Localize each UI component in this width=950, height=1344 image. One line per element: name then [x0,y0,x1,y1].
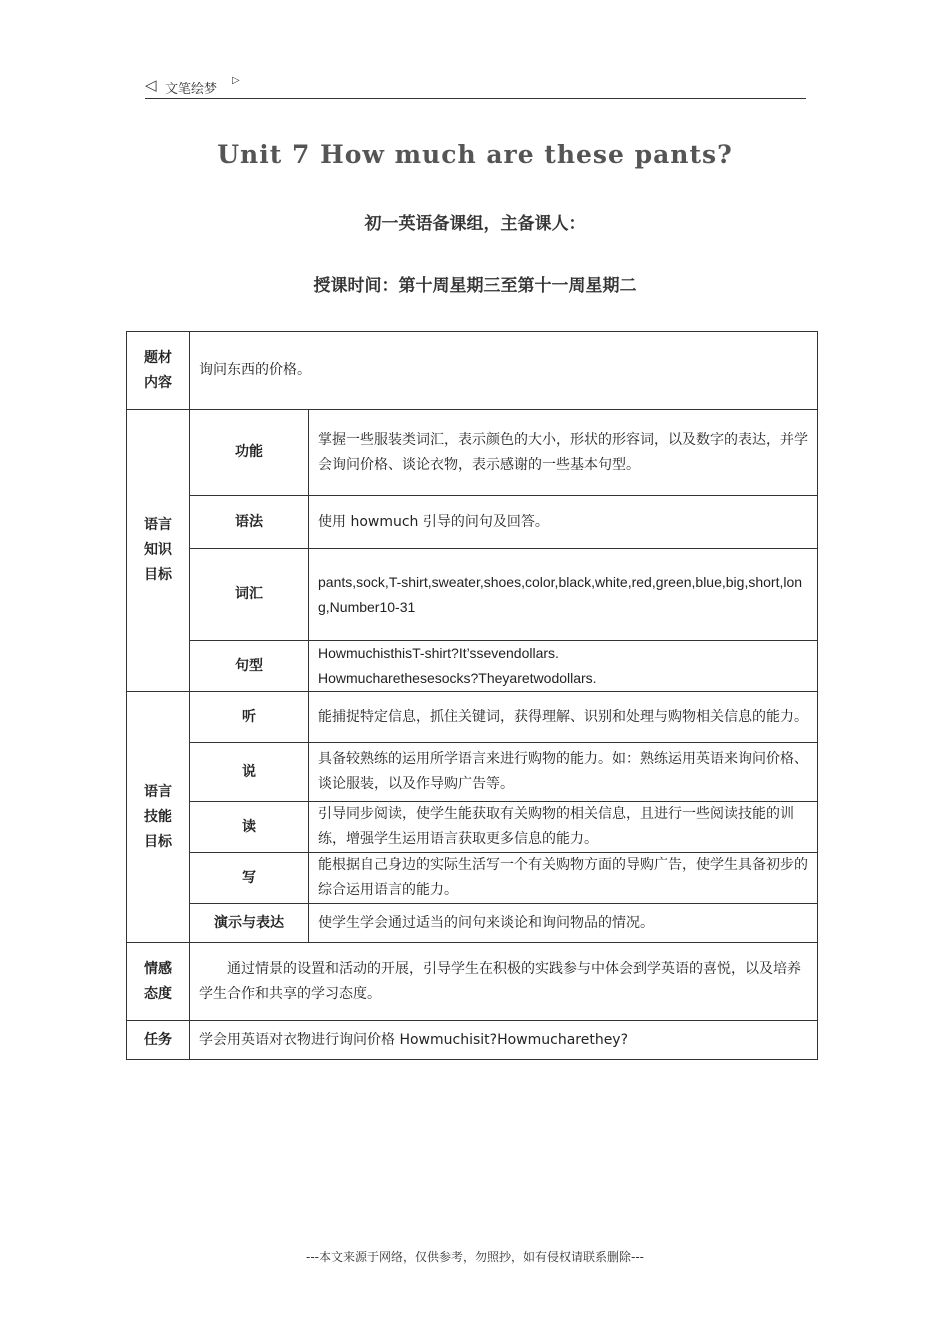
vocabulary-label: 词汇 [190,549,309,641]
header-brand: 文笔绘梦 [165,82,218,97]
vocabulary-value: pants,sock,T-shirt,sweater,shoes,color,black,white,red,green,blue,big,short,long,Number10-31 [309,549,818,641]
emotion-label: 情感态度 [127,943,190,1021]
sentence-pattern-label: 句型 [190,641,309,692]
presentation-value: 使学生学会通过适当的问句来谈论和询问物品的情况。 [309,904,818,943]
language-skills-label: 语言技能目标 [127,692,190,943]
table-row [127,943,818,1021]
reading-value: 引导同步阅读，使学生能获取有关购物的相关信息，且进行一些阅读技能的训练，增强学生运用语言获取更多信息的能力。 [309,802,818,853]
table-row [127,692,818,743]
table-row [127,549,818,641]
table-row [127,743,818,802]
triangle-right-icon: ▷ [232,75,240,86]
lesson-plan-table [126,331,818,1060]
writing-label: 写 [190,853,309,904]
task-label: 任务 [127,1021,190,1060]
language-knowledge-label: 语言知识目标 [127,410,190,692]
speaking-label: 说 [190,743,309,802]
table-row [127,853,818,904]
table-row [127,410,818,496]
topic-label: 题材内容 [127,332,190,410]
table-row [127,641,818,692]
grammar-label: 语法 [190,496,309,549]
table-row [127,1021,818,1060]
listening-label: 听 [190,692,309,743]
task-value: 学会用英语对衣物进行询问价格 Howmuchisit?Howmucharethey? [190,1021,818,1060]
triangle-left-icon: ◁ [145,76,157,94]
teaching-time-line: 授课时间：第十周星期三至第十一周星期二 [313,276,637,296]
listening-value: 能捕捉特定信息，抓住关键词，获得理解、识别和处理与购物相关信息的能力。 [309,692,818,743]
emotion-value: 通过情景的设置和活动的开展，引导学生在积极的实践参与中体会到学英语的喜悦，以及培养学生合作和共享的学习态度。 [190,943,818,1021]
document-title: Unit 7 How much are these pants? [217,140,733,169]
table-row [127,802,818,853]
source-disclaimer: ---本文来源于网络，仅供参考，勿照抄，如有侵权请联系删除--- [306,1250,644,1264]
presentation-label: 演示与表达 [190,904,309,943]
page-header [145,72,806,99]
function-value: 掌握一些服装类词汇，表示颜色的大小，形状的形容词，以及数字的表达，并学会询问价格、谈论衣物，表示感谢的一些基本句型。 [309,410,818,496]
topic-value: 询问东西的价格。 [190,332,818,410]
table-row [127,332,818,410]
prep-group-line: 初一英语备课组，主备课人： [364,214,586,234]
sentence-pattern-value [309,641,818,692]
grammar-value: 使用 howmuch 引导的问句及回答。 [309,496,818,549]
table-row [127,904,818,943]
reading-label: 读 [190,802,309,853]
table-row [127,496,818,549]
sentence-pattern-line: Howmucharethesesocks?Theyaretwodollars. [318,670,597,686]
function-label: 功能 [190,410,309,496]
sentence-pattern-line: HowmuchisthisT-shirt?It’ssevendollars. [318,645,559,661]
writing-value: 能根据自己身边的实际生活写一个有关购物方面的导购广告，使学生具备初步的综合运用语言的能力。 [309,853,818,904]
speaking-value: 具备较熟练的运用所学语言来进行购物的能力。如：熟练运用英语来询问价格、谈论服装，以及作导购广告等。 [309,743,818,802]
